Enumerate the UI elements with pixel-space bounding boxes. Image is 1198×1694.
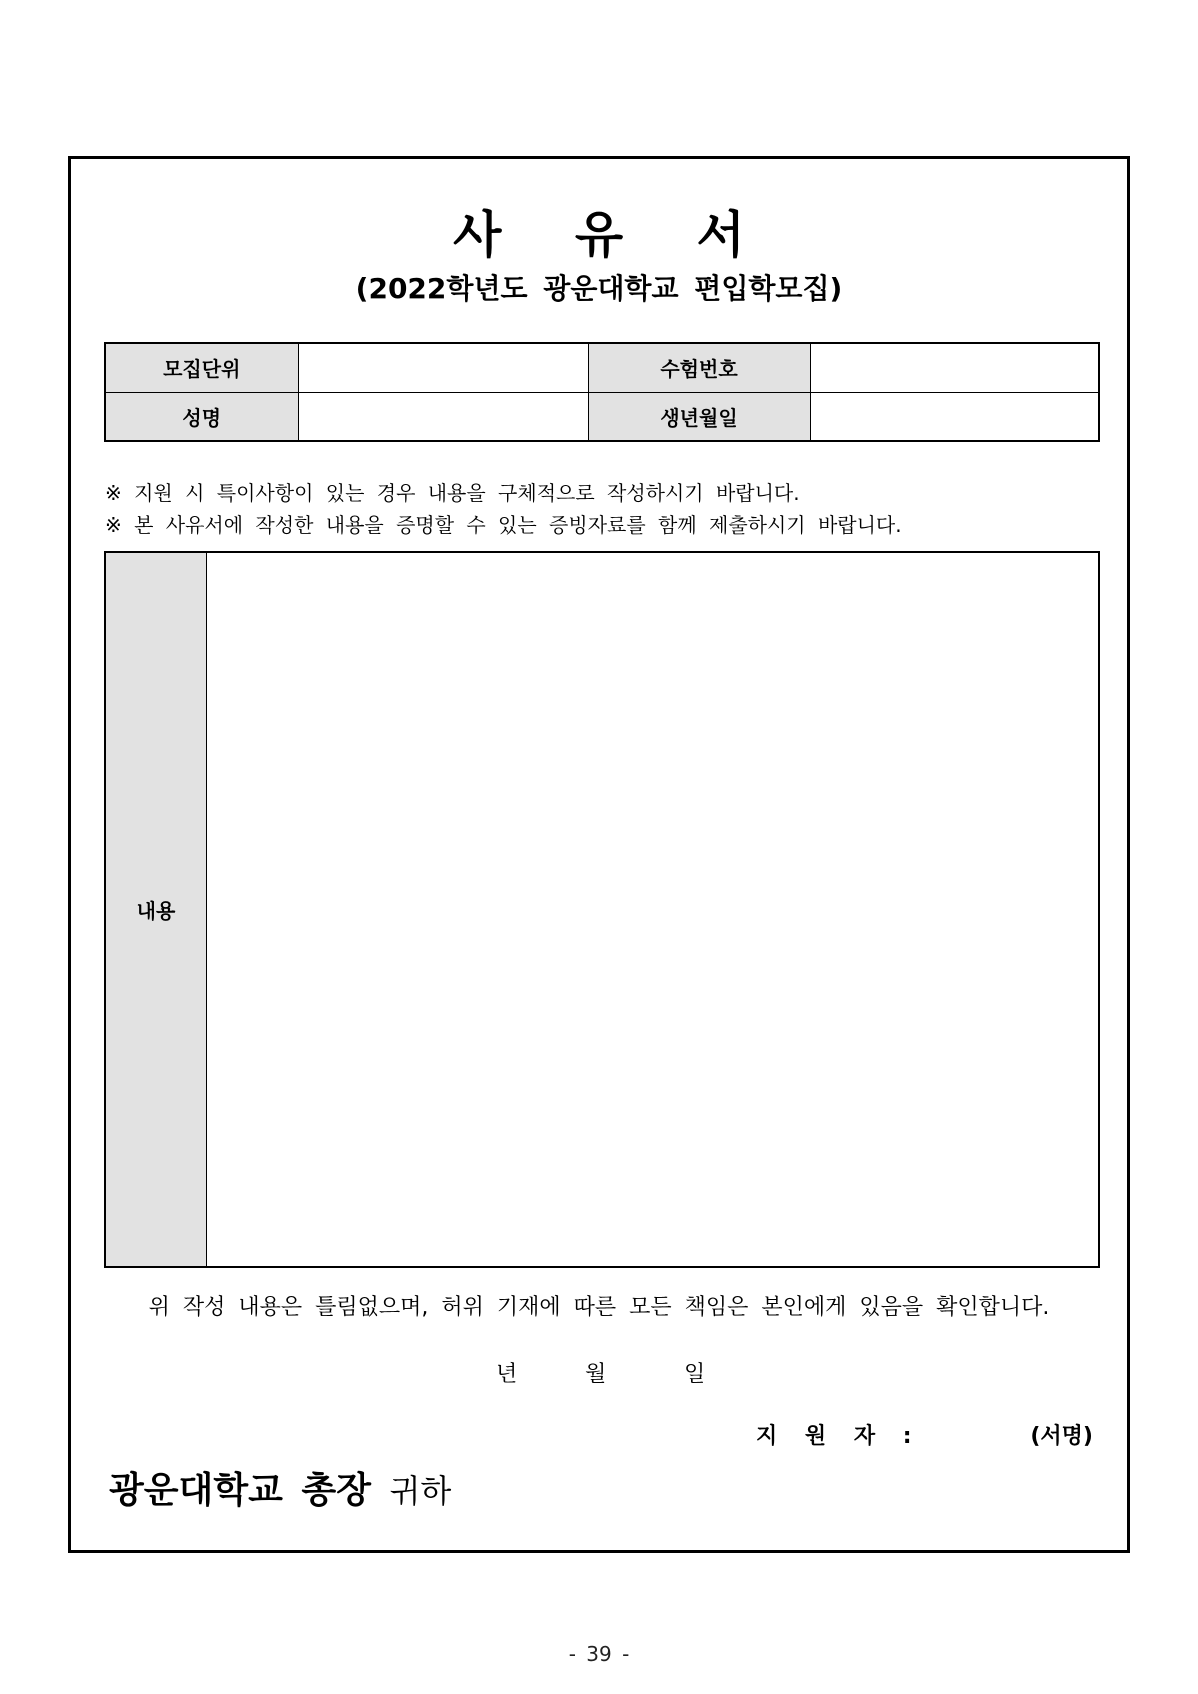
signature-label: (서명) (1030, 1424, 1093, 1449)
note-line: ※ 본 사유서에 작성한 내용을 증명할 수 있는 증빙자료를 함께 제출하시기 바랍니다. (105, 513, 902, 537)
exam-number-label: 수험번호 (588, 343, 810, 392)
applicant-info-table (104, 342, 1100, 442)
date-day-label: 일 (684, 1362, 706, 1387)
exam-number-field[interactable] (810, 343, 1099, 392)
form-frame (68, 156, 1130, 1553)
confirmation-statement: 위 작성 내용은 틀림없으며, 허위 기재에 따른 모든 책임은 본인에게 있음을 확인합니다. (148, 1295, 1050, 1320)
form-title: 사 유 서 (453, 206, 773, 264)
content-box (104, 551, 1100, 1268)
recruit-unit-label: 모집단위 (105, 343, 298, 392)
birthdate-field[interactable] (810, 392, 1099, 441)
addressee-suffix: 귀하 (389, 1472, 452, 1510)
date-year-label: 년 (496, 1362, 518, 1387)
recruit-unit-field[interactable] (298, 343, 588, 392)
name-field[interactable] (298, 392, 588, 441)
page-number: - 39 - (568, 1642, 630, 1666)
applicant-label: 지 원 자 : (756, 1424, 922, 1449)
addressee-name: 광운대학교 총장 (109, 1470, 371, 1511)
notes (105, 477, 902, 541)
date-month-label: 월 (585, 1362, 607, 1387)
form-subtitle: (2022학년도 광운대학교 편입학모집) (355, 272, 843, 305)
birthdate-label: 생년월일 (588, 392, 810, 441)
addressee (109, 1462, 451, 1513)
note-line: ※ 지원 시 특이사항이 있는 경우 내용을 구체적으로 작성하시기 바랍니다. (105, 481, 800, 505)
content-label: 내용 (106, 553, 207, 1266)
name-label: 성명 (105, 392, 298, 441)
content-area[interactable] (207, 553, 1098, 1266)
